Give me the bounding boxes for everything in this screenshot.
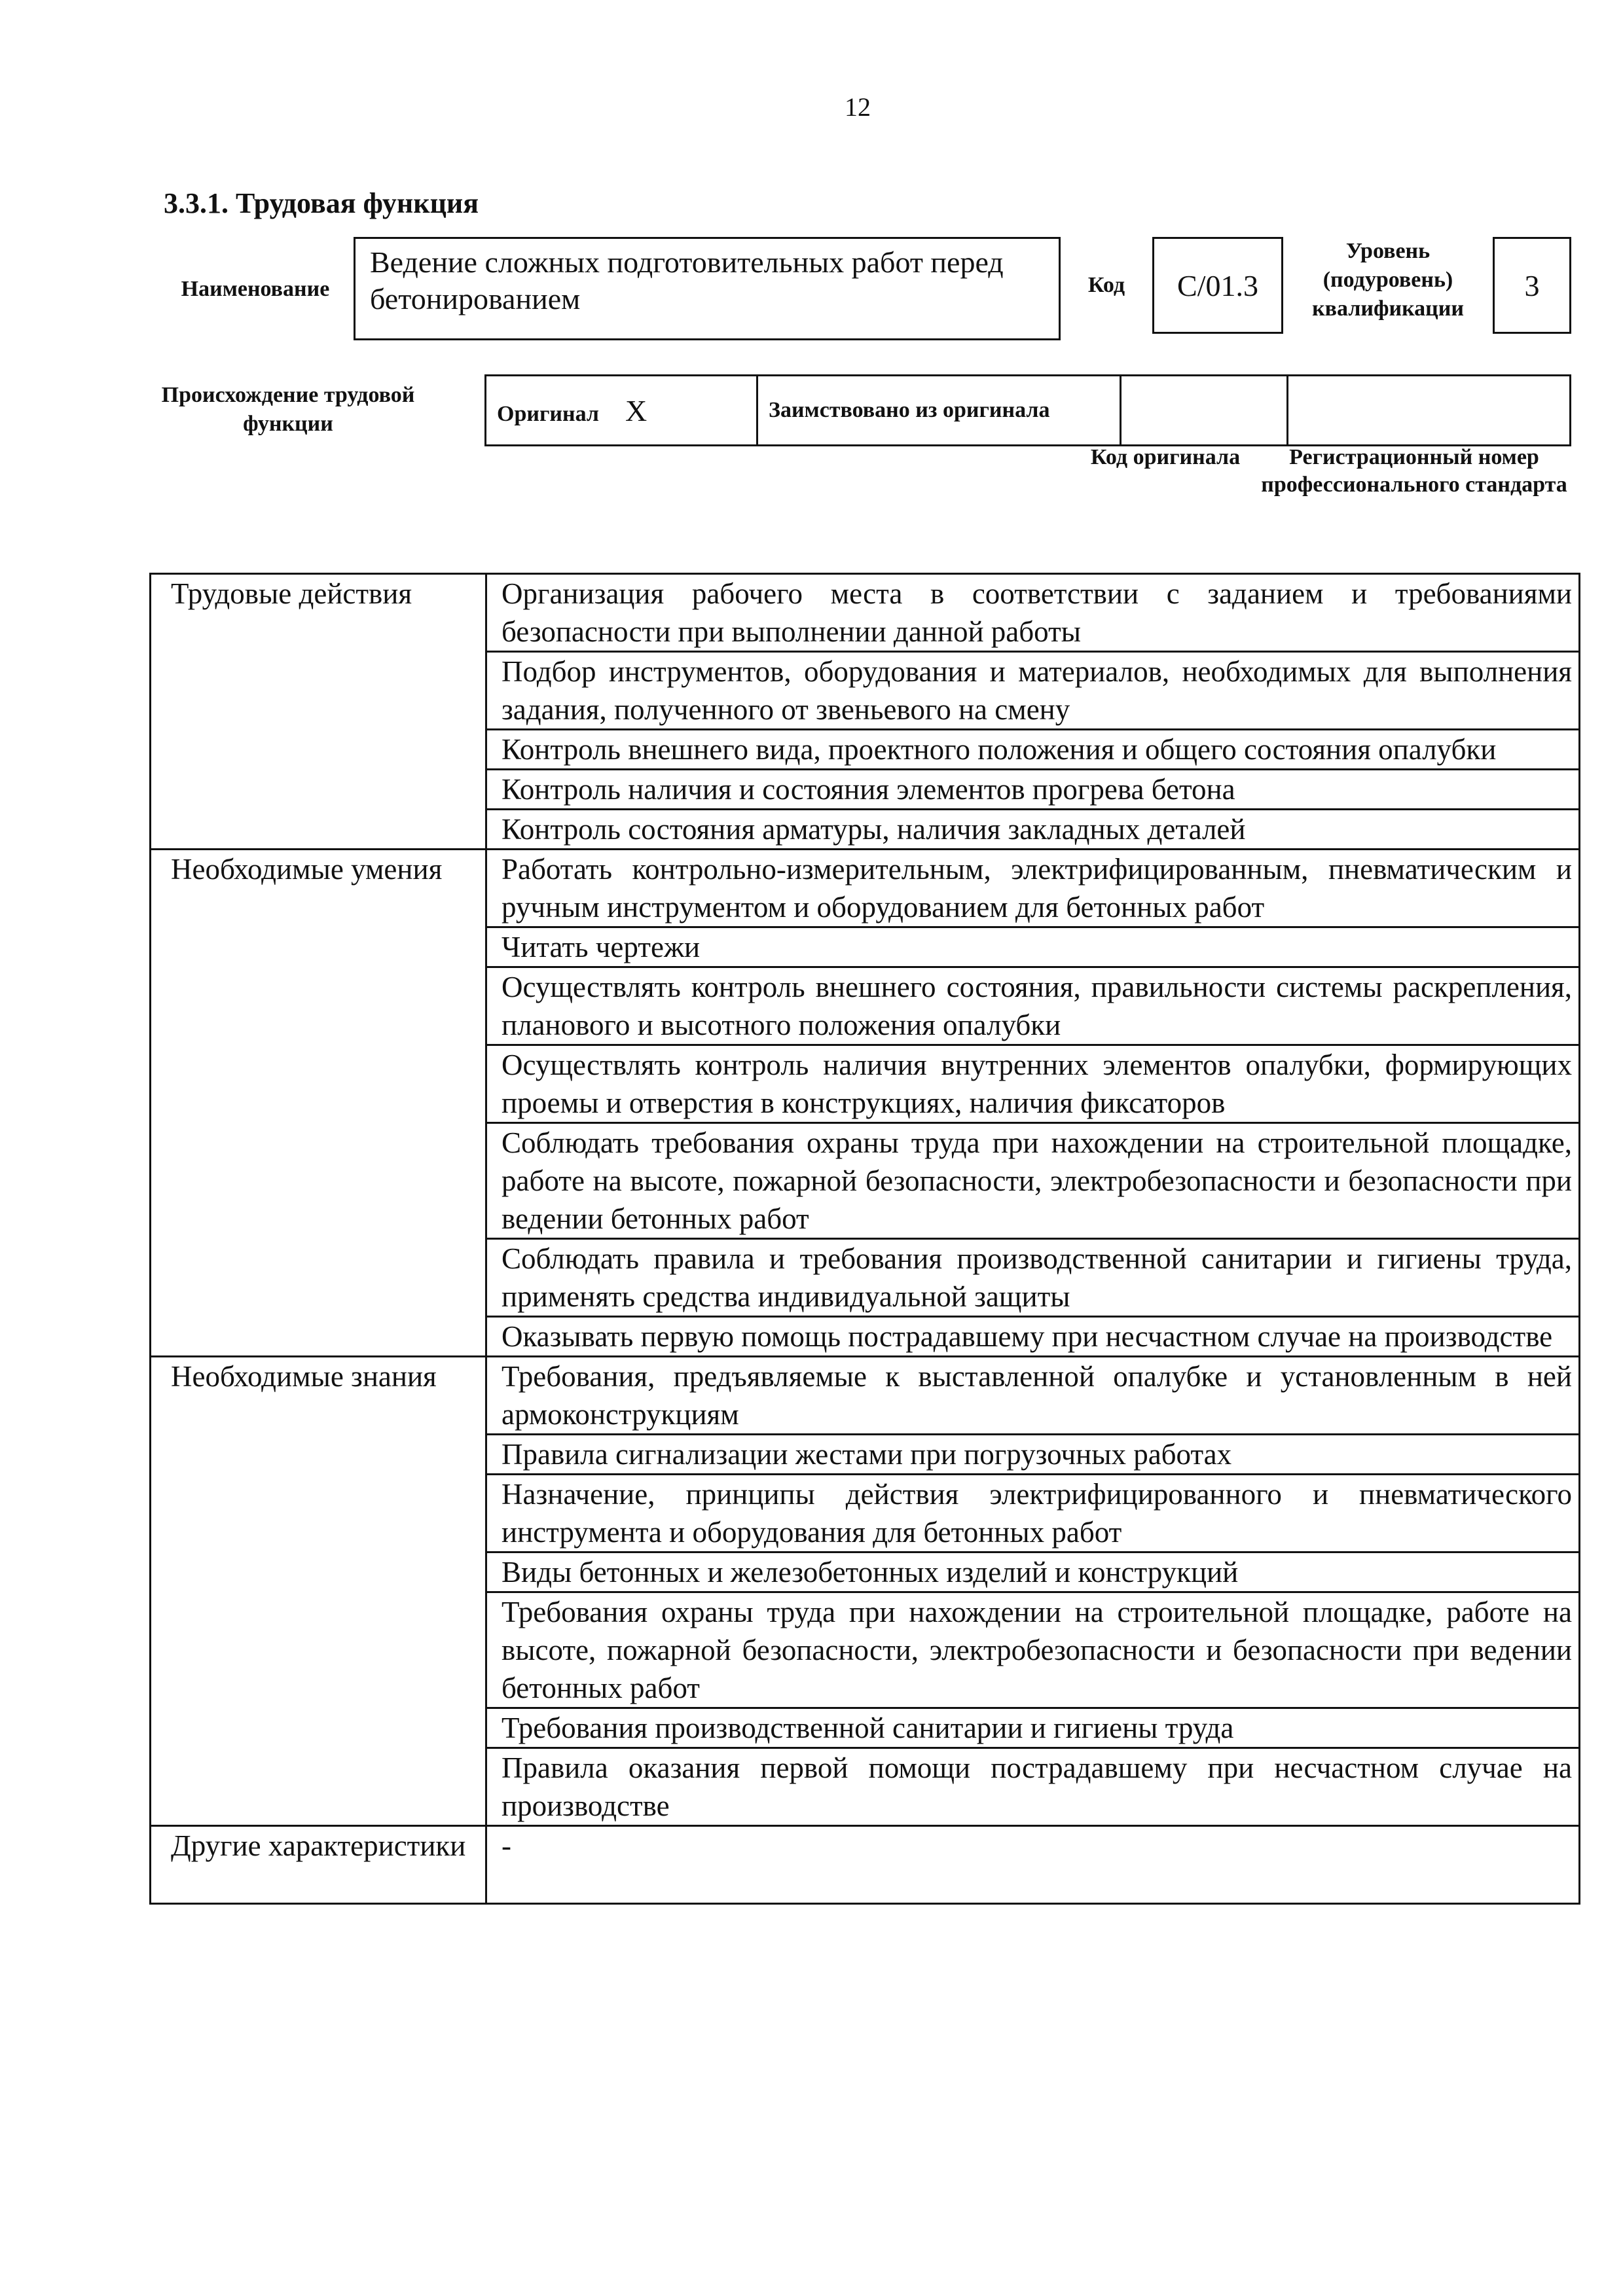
table-row xyxy=(151,574,1580,652)
level-value-box: 3 xyxy=(1493,237,1571,334)
code-value-box: С/01.3 xyxy=(1152,237,1283,334)
category-cell: Другие характеристики xyxy=(151,1826,486,1904)
item-cell: Требования охраны труда при нахождении на строительной площадке, работе на высоте, пожарной безопасности, электробезопасности и безопасности при ведении бетонных работ xyxy=(486,1592,1580,1708)
item-cell: Работать контрольно-измерительным, электрифицированным, пневматическим и ручным инструментом и оборудованием для бетонных работ xyxy=(486,850,1580,927)
function-details-table xyxy=(149,573,1580,1905)
item-cell: Осуществлять контроль внешнего состояния, правильности системы раскрепления, планового и высотного положения опалубки xyxy=(486,967,1580,1045)
item-cell: Контроль внешнего вида, проектного положения и общего состояния опалубки xyxy=(486,730,1580,770)
item-cell: Читать чертежи xyxy=(486,927,1580,967)
original-mark: Х xyxy=(625,393,647,427)
category-cell: Необходимые умения xyxy=(151,850,486,1357)
item-cell: Организация рабочего места в соответствии с заданием и требованиями безопасности при выполнении данной работы xyxy=(486,574,1580,652)
origin-table xyxy=(484,374,1571,446)
item-cell: Виды бетонных и железобетонных изделий и конструкций xyxy=(486,1552,1580,1592)
table-row xyxy=(151,1357,1580,1435)
item-cell: Правила сигнализации жестами при погрузочных работах xyxy=(486,1435,1580,1475)
page-number: 12 xyxy=(845,92,871,122)
original-cell xyxy=(486,376,757,446)
name-label: Наименование xyxy=(181,277,330,301)
reg-number-caption: Регистрационный номер профессионального стандарта xyxy=(1261,445,1567,497)
original-label: Оригинал xyxy=(497,401,599,426)
item-cell: Подбор инструментов, оборудования и материалов, необходимых для выполнения задания, полученного от звеньевого на смену xyxy=(486,652,1580,730)
item-cell: Правила оказания первой помощи пострадавшему при несчастном случае на производстве xyxy=(486,1748,1580,1826)
item-cell: Контроль наличия и состояния элементов прогрева бетона xyxy=(486,770,1580,810)
item-cell: Требования, предъявляемые к выставленной опалубке и установленным в ней армоконструкциям xyxy=(486,1357,1580,1435)
item-cell: Соблюдать требования охраны труда при нахождении на строительной площадке, работе на высоте, пожарной безопасности, электробезопасности и безопасности при ведении бетонных работ xyxy=(486,1123,1580,1239)
item-cell: Оказывать первую помощь пострадавшему при несчастном случае на производстве xyxy=(486,1317,1580,1357)
origin-label: Происхождение трудовой функции xyxy=(161,383,415,436)
category-cell: Трудовые действия xyxy=(151,574,486,850)
item-cell: Требования производственной санитарии и гигиены труда xyxy=(486,1708,1580,1748)
level-label: Уровень (подуровень) квалификации xyxy=(1312,239,1464,321)
item-cell: Назначение, принципы действия электрифицированного и пневматического инструмента и оборудования для бетонных работ xyxy=(486,1475,1580,1552)
category-cell: Необходимые знания xyxy=(151,1357,486,1826)
item-cell: Соблюдать правила и требования производственной санитарии и гигиены труда, применять средства индивидуальной защиты xyxy=(486,1239,1580,1317)
section-title: 3.3.1. Трудовая функция xyxy=(164,187,479,219)
item-cell: Осуществлять контроль наличия внутренних элементов опалубки, формирующих проемы и отверстия в конструкциях, наличия фиксаторов xyxy=(486,1045,1580,1123)
original-code-caption: Код оригинала xyxy=(1090,445,1241,469)
borrowed-cell: Заимствовано из оригинала xyxy=(757,376,1121,446)
original-code-cell xyxy=(1121,376,1288,446)
function-name-box: Ведение сложных подготовительных работ перед бетонированием xyxy=(354,237,1061,340)
code-label: Код xyxy=(1087,273,1125,297)
item-cell: - xyxy=(486,1826,1580,1904)
reg-number-cell xyxy=(1288,376,1571,446)
table-row xyxy=(151,850,1580,927)
item-cell: Контроль состояния арматуры, наличия закладных деталей xyxy=(486,810,1580,850)
table-row xyxy=(151,1826,1580,1904)
